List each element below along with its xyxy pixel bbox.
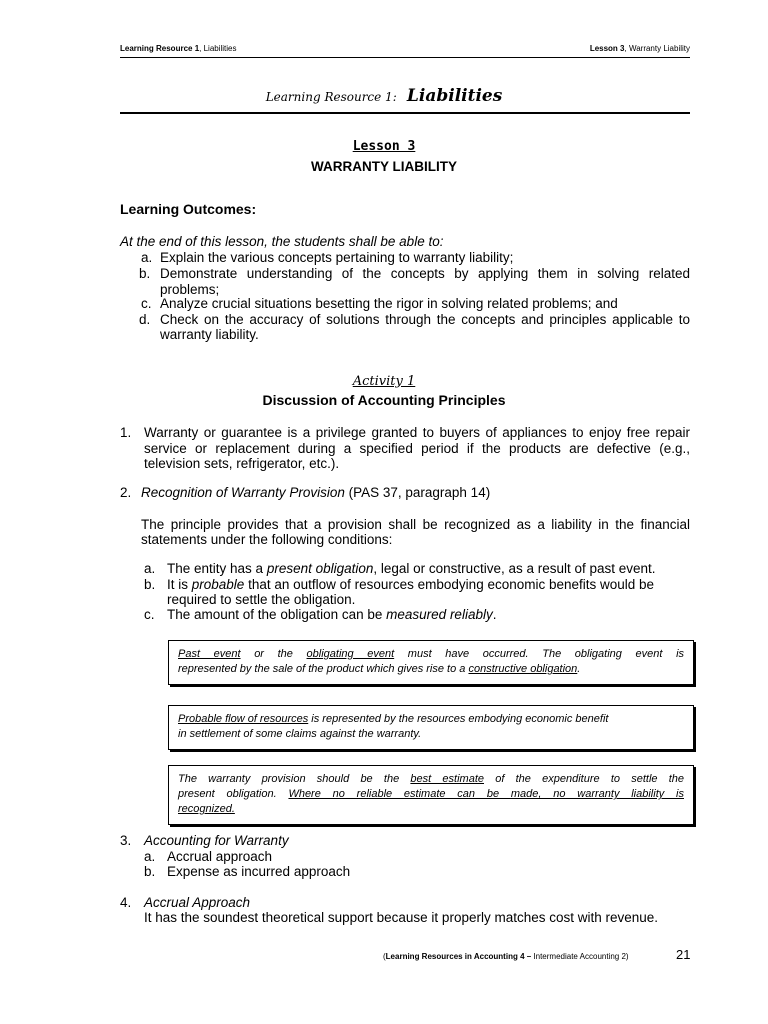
condition-marker: b. bbox=[144, 577, 156, 592]
condition-a: The entity has a present obligation, legal or constructive, as a result of past event. bbox=[167, 561, 656, 576]
point-2-heading: Recognition of Warranty Provision (PAS 37, paragraph 14) bbox=[141, 485, 491, 500]
outcome-marker: b. bbox=[139, 266, 151, 281]
point-3-heading: Accounting for Warranty bbox=[144, 833, 289, 848]
note-box-best-estimate: The warranty provision should be the best estimate of the expenditure to settle the present obligation. Where no reliable estimate can be made, no warranty liability is recognized. bbox=[168, 765, 694, 825]
approach-marker: a. bbox=[144, 849, 156, 864]
page-footer: (Learning Resources in Accounting 4 – Intermediate Accounting 2) bbox=[383, 952, 629, 961]
condition-marker: a. bbox=[144, 561, 156, 576]
condition-marker: c. bbox=[144, 607, 155, 622]
outcome-item: Demonstrate understanding of the concepts by applying them in solving related bbox=[160, 266, 690, 281]
outcome-marker: d. bbox=[139, 312, 151, 327]
point-1-line: television sets, refrigerator, etc.). bbox=[144, 456, 340, 471]
approach-item: Accrual approach bbox=[167, 849, 273, 864]
title-rule bbox=[120, 112, 690, 114]
activity-title: Activity 1 bbox=[352, 374, 416, 389]
outcome-item: Analyze crucial situations besetting the rigor in solving related problems; and bbox=[160, 296, 618, 311]
point-1-line: service or replacement during a specified period if the products are defective (e.g., bbox=[144, 441, 690, 456]
outcomes-heading: Learning Outcomes: bbox=[120, 201, 257, 217]
resource-title: Learning Resource 1: Liabilities bbox=[265, 86, 503, 106]
running-header-left: Learning Resource 1, Liabilities bbox=[120, 44, 237, 53]
point-4-text: It has the soundest theoretical support because it properly matches cost with revenue. bbox=[144, 910, 659, 925]
header-rule bbox=[120, 57, 690, 58]
activity-subtitle: Discussion of Accounting Principles bbox=[262, 392, 506, 408]
outcome-marker: a. bbox=[141, 250, 153, 265]
outcome-marker: c. bbox=[141, 296, 152, 311]
outcome-item: Explain the various concepts pertaining to warranty liability; bbox=[160, 250, 514, 265]
approach-item: Expense as incurred approach bbox=[167, 864, 351, 879]
point-4-heading: Accrual Approach bbox=[144, 895, 251, 910]
note-box-probable-flow: Probable flow of resources is represented by the resources embodying economic benefit in settlement of some claims against the warranty. bbox=[168, 705, 694, 750]
condition-b-cont: required to settle the obligation. bbox=[167, 592, 356, 607]
lesson-number: Lesson 3 bbox=[352, 139, 416, 154]
point-1-number: 1. bbox=[120, 425, 132, 440]
principle-text: The principle provides that a provision shall be recognized as a liability in the financial bbox=[141, 517, 690, 532]
running-header-right: Lesson 3, Warranty Liability bbox=[589, 44, 690, 53]
principle-text: statements under the following conditions: bbox=[141, 532, 393, 547]
point-4-number: 4. bbox=[120, 895, 132, 910]
outcome-item: Check on the accuracy of solutions through the concepts and principles applicable to bbox=[160, 312, 690, 327]
condition-b: It is probable that an outflow of resources embodying economic benefits would be bbox=[167, 577, 655, 592]
lesson-title: WARRANTY LIABILITY bbox=[311, 159, 457, 174]
point-3-number: 3. bbox=[120, 833, 132, 848]
outcome-item-cont: problems; bbox=[160, 282, 220, 297]
condition-c: The amount of the obligation can be measured reliably. bbox=[167, 607, 497, 622]
page-number: 21 bbox=[676, 947, 691, 962]
note-box-past-event: Past event or the obligating event must have occurred. The obligating event is represented by the sale of the product which gives rise to a constructive obligation. bbox=[168, 640, 694, 685]
outcome-item-cont: warranty liability. bbox=[160, 327, 259, 342]
point-1-line: Warranty or guarantee is a privilege granted to buyers of appliances to enjoy free repair bbox=[144, 425, 690, 440]
approach-marker: b. bbox=[144, 864, 156, 879]
outcomes-intro: At the end of this lesson, the students shall be able to: bbox=[120, 234, 444, 249]
point-2-number: 2. bbox=[120, 485, 132, 500]
